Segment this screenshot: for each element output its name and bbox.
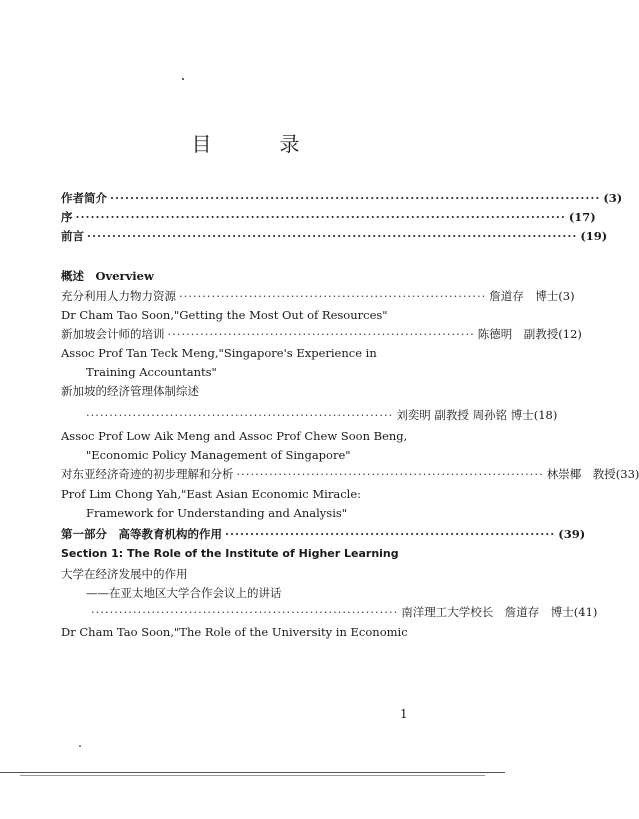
page-edge-line-secondary (20, 775, 485, 776)
toc-english-entry-4-cont: Framework for Understanding and Analysis" (86, 506, 348, 520)
toc-label: 充分利用人力物力资源 (61, 289, 176, 303)
toc-row-entry-3[interactable] (86, 407, 558, 423)
toc-label: 序 (61, 210, 73, 224)
page-number: 1 (400, 707, 408, 721)
toc-author: 陈德明 副教授(12) (477, 327, 582, 341)
leader-dots: ·································································································· (75, 210, 566, 224)
toc-row-entry-4[interactable] (61, 466, 639, 482)
toc-row-foreword[interactable] (61, 228, 608, 244)
toc-english-entry-3: Assoc Prof Low Aik Meng and Assoc Prof Chew Soon Beng, (61, 429, 408, 443)
toc-page: (39) (558, 527, 586, 541)
toc-entry-5-subtitle: ——在亚太地区大学合作会议上的讲话 (86, 586, 282, 600)
leader-dots: ·································································· (86, 408, 394, 422)
toc-english-entry-2: Assoc Prof Tan Teck Meng,"Singapore's Experience in (61, 346, 377, 360)
toc-label: 新加坡会计师的培训 (61, 327, 165, 341)
toc-label: 对东亚经济奇迹的初步理解和分析 (61, 467, 234, 481)
leader-dots: ·································································································· (87, 229, 578, 243)
toc-english-entry-2-cont: Training Accountants" (86, 365, 217, 379)
page-title: 目 录 (191, 132, 324, 156)
toc-page: (19) (580, 229, 608, 243)
section-heading-overview: 概述 Overview (61, 269, 154, 283)
toc-row-entry-2[interactable] (61, 326, 582, 342)
toc-english-entry-5: Dr Cham Tao Soon,"The Role of the University in Economic (61, 625, 408, 639)
leader-dots: ·································································· (179, 289, 487, 303)
toc-english-entry-4: Prof Lim Chong Yah,"East Asian Economic Miracle: (61, 487, 362, 501)
toc-english-entry-1: Dr Cham Tao Soon,"Getting the Most Out of Resources" (61, 308, 388, 322)
toc-english-entry-3-cont: "Economic Policy Management of Singapore" (86, 448, 351, 462)
toc-label: 前言 (61, 229, 84, 243)
toc-label: 作者简介 (61, 191, 107, 205)
toc-row-entry-3-title[interactable]: 新加坡的经济管理体制综述 (61, 384, 199, 398)
leader-dots: ·································································· (236, 467, 544, 481)
toc-page: (17) (568, 210, 596, 224)
scan-mark (79, 745, 81, 747)
toc-label: 第一部分 高等教育机构的作用 (61, 527, 222, 541)
toc-row-preface[interactable] (61, 209, 596, 225)
toc-english-part-1: Section 1: The Role of the Institute of Higher Learning (61, 547, 399, 560)
toc-row-author-intro[interactable] (61, 190, 623, 206)
toc-author: 刘奕明 副教授 周孙铭 博士(18) (396, 408, 558, 422)
leader-dots: ·································································································· (110, 191, 601, 205)
toc-author: 南洋理工大学校长 詹道存 博士(41) (401, 605, 598, 619)
leader-dots: ·································································· (91, 605, 399, 619)
toc-row-entry-1[interactable] (61, 288, 575, 304)
page-edge-line (0, 772, 505, 773)
toc-author: 林崇椰 教授(33) (546, 467, 639, 481)
scan-speck (182, 78, 184, 80)
toc-author: 詹道存 博士(3) (489, 289, 575, 303)
toc-row-entry-5-title[interactable]: 大学在经济发展中的作用 (61, 567, 188, 581)
toc-page: (3) (603, 191, 623, 205)
toc-row-part-1[interactable] (61, 526, 586, 542)
leader-dots: ·································································· (167, 327, 475, 341)
toc-row-entry-5[interactable] (91, 604, 598, 620)
leader-dots: ·································································· (225, 527, 556, 541)
